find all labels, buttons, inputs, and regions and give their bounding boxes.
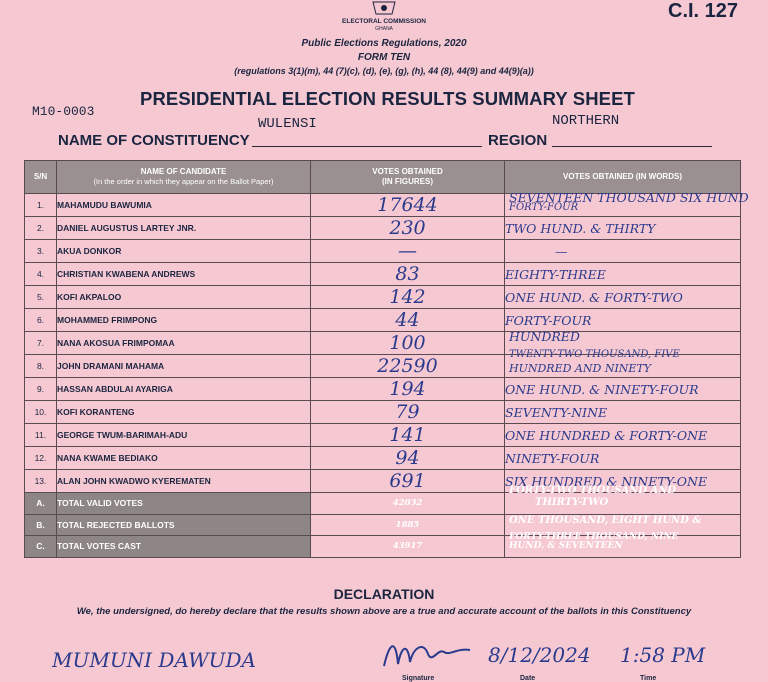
constituency-label: NAME OF CONSTITUENCY (58, 132, 250, 149)
votes-figures: 194 (311, 378, 505, 401)
table-header-row (25, 161, 741, 194)
votes-words: ONE HUNDRED & FORTY-ONE (505, 424, 741, 447)
table-row (25, 286, 741, 309)
votes-words-line2: HUND. & SEVENTEEN (509, 541, 623, 552)
table-row (25, 309, 741, 332)
votes-words-line1: FORTY-TWO THOUSAND AND (509, 485, 677, 497)
candidate-name: MAHAMUDU BAWUMIA (57, 194, 311, 217)
total-cast-row (25, 536, 741, 558)
region-label: REGION (488, 132, 548, 149)
votes-figures: 94 (311, 447, 505, 470)
region-underline (552, 146, 712, 147)
commission-name: ELECTORAL COMMISSION (342, 18, 426, 25)
date-label: Date (520, 675, 536, 682)
votes-words-line1: HUNDRED (509, 329, 580, 344)
votes-figures: 43917 (311, 536, 505, 558)
header-sn: S/N (25, 161, 57, 194)
signature-time: 1:58 PM (620, 643, 706, 667)
signature-date: 8/12/2024 (488, 643, 591, 667)
total-label: TOTAL VOTES CAST (57, 536, 311, 558)
page-title: PRESIDENTIAL ELECTION RESULTS SUMMARY SHEET (140, 88, 635, 109)
votes-words-line2: FORTY-FOUR (509, 202, 579, 213)
row-sn: B. (25, 514, 57, 536)
candidate-name: KOFI AKPALOO (57, 286, 311, 309)
row-sn: 11. (25, 424, 57, 447)
table-row (25, 263, 741, 286)
row-sn: 12. (25, 447, 57, 470)
votes-words: — (505, 240, 741, 263)
row-sn: 3. (25, 240, 57, 263)
votes-words (505, 485, 741, 515)
votes-words: EIGHTY-THREE (505, 263, 741, 286)
regulations-reference: (regulations 3(1)(m), 44 (7)(c), (d), (e), (g), (h), 44 (8), 44(9) and 44(9)(a)) (234, 66, 534, 76)
constituency-value: WULENSI (258, 116, 317, 132)
total-label: TOTAL REJECTED BALLOTS (57, 514, 311, 536)
row-sn: 9. (25, 378, 57, 401)
candidate-name: GEORGE TWUM-BARIMAH-ADU (57, 424, 311, 447)
votes-words-line1: TWENTY-TWO THOUSAND, FIVE (509, 349, 680, 360)
candidate-name: HASSAN ABDULAI AYARIGA (57, 378, 311, 401)
votes-figures: 42032 (311, 493, 505, 515)
votes-words-line1: ONE THOUSAND, EIGHT HUND & (509, 514, 702, 526)
signature-mark (380, 636, 480, 670)
form-number: FORM TEN (357, 52, 411, 63)
candidate-name: JOHN DRAMANI MAHAMA (57, 355, 311, 378)
constituency-underline (252, 146, 482, 147)
votes-words: NINETY-FOUR (505, 447, 741, 470)
votes-words: SIX HUNDRED & NINETY-ONE (505, 470, 741, 493)
signature-label: Signature (402, 675, 435, 682)
table-row (25, 401, 741, 424)
row-sn: 13. (25, 470, 57, 493)
candidate-name: MOHAMMED FRIMPONG (57, 309, 311, 332)
candidate-name: NANA AKOSUA FRIMPOMAA (57, 332, 311, 355)
votes-words-line2: THIRTY-TWO (535, 497, 609, 509)
row-sn: 1. (25, 194, 57, 217)
votes-words: ONE HUND. & FORTY-TWO (505, 286, 741, 309)
commission-country: GHANA (375, 26, 393, 32)
table-row (25, 240, 741, 263)
votes-words-line2: HUNDRED AND NINETY (509, 362, 652, 375)
votes-words (505, 532, 741, 558)
candidate-name: ALAN JOHN KWADWO KYEREMATEN (57, 470, 311, 493)
candidate-name: AKUA DONKOR (57, 240, 311, 263)
candidate-name: DANIEL AUGUSTUS LARTEY JNR. (57, 217, 311, 240)
votes-words: ONE HUND. & NINETY-FOUR (505, 378, 741, 401)
votes-figures: 230 (311, 217, 505, 240)
votes-figures: 22590 (311, 355, 505, 378)
header-candidate (57, 161, 311, 194)
header-figures (311, 161, 505, 194)
table-row (25, 194, 741, 217)
header-words: VOTES OBTAINED (IN WORDS) (505, 161, 741, 194)
votes-figures: 17644 (311, 194, 505, 217)
total-label: TOTAL VALID VOTES (57, 493, 311, 515)
row-sn: 8. (25, 355, 57, 378)
votes-words-line1: FORTY-THREE THOUSAND, NINE (509, 532, 679, 543)
header-candidate-label: NAME OF CANDIDATE (140, 167, 227, 176)
votes-words (505, 190, 749, 217)
row-sn: 5. (25, 286, 57, 309)
table-row (25, 217, 741, 240)
total-valid-row (25, 493, 741, 515)
votes-figures: 1885 (311, 514, 505, 536)
row-sn: 10. (25, 401, 57, 424)
table-row (25, 355, 741, 378)
row-sn: 6. (25, 309, 57, 332)
serial-number: M10-0003 (32, 104, 95, 119)
header-figures-label: VOTES OBTAINED (372, 167, 443, 176)
votes-figures: 691 (311, 470, 505, 493)
time-label: Time (640, 675, 657, 682)
row-sn: 2. (25, 217, 57, 240)
candidate-name: NANA KWAME BEDIAKO (57, 447, 311, 470)
coat-of-arms-icon (370, 0, 398, 16)
row-sn: A. (25, 493, 57, 515)
votes-figures: 142 (311, 286, 505, 309)
votes-words: FORTY-FOUR (505, 309, 741, 332)
ci-number: C.I. 127 (668, 0, 739, 22)
declaration-text: We, the undersigned, do hereby declare that the results shown above are a true and accurate account of the ballots in this Constituency (76, 606, 692, 617)
candidate-name: KOFI KORANTENG (57, 401, 311, 424)
votes-figures: 83 (311, 263, 505, 286)
votes-words: SEVENTY-NINE (505, 401, 741, 424)
table-row (25, 424, 741, 447)
declaration-heading: DECLARATION (333, 586, 435, 602)
region-value: NORTHERN (552, 113, 620, 129)
header-candidate-sub: (In the order in which they appear on the Ballot Paper) (93, 177, 274, 186)
header-figures-sub: (IN FIGURES) (381, 177, 434, 186)
votes-words (505, 349, 741, 378)
votes-figures: — (311, 240, 505, 263)
regulations-title: Public Elections Regulations, 2020 (301, 38, 467, 49)
row-sn: C. (25, 536, 57, 558)
table-row (25, 378, 741, 401)
signatory-name: MUMUNI DAWUDA (52, 648, 256, 672)
table-row (25, 447, 741, 470)
results-table (24, 160, 749, 558)
votes-figures: 141 (311, 424, 505, 447)
votes-figures: 79 (311, 401, 505, 424)
votes-words: TWO HUND. & THIRTY (505, 217, 741, 240)
row-sn: 7. (25, 332, 57, 355)
candidate-name: CHRISTIAN KWABENA ANDREWS (57, 263, 311, 286)
votes-words-line1: SEVENTEEN THOUSAND SIX HUND (509, 190, 749, 205)
votes-figures: 100 (311, 332, 505, 355)
votes-figures: 44 (311, 309, 505, 332)
row-sn: 4. (25, 263, 57, 286)
